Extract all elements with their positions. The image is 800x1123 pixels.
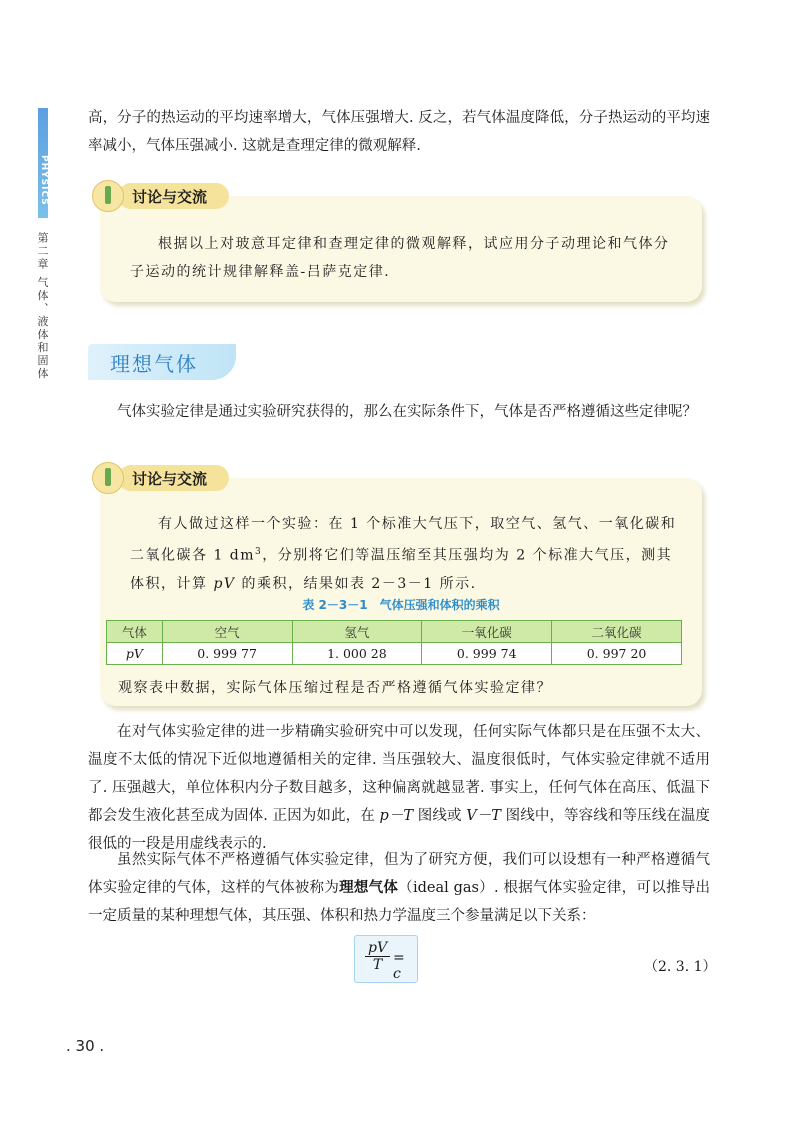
discussion-1-text: 根据以上对玻意耳定律和查理定律的微观解释，试应用分子动理论和气体分子运动的统计规律解释盖-吕萨克定律. — [130, 236, 670, 280]
section-heading: 理想气体 — [88, 344, 236, 380]
table-cell: 0. 999 77 — [162, 643, 292, 665]
table-cell: 0. 999 74 — [422, 643, 552, 665]
lightbulb-icon — [92, 462, 124, 494]
lightbulb-icon — [92, 180, 124, 212]
table-row-label: pV — [107, 643, 163, 665]
data-table — [106, 620, 682, 665]
sidebar-subject: PHYSICS — [39, 154, 49, 206]
discussion-1-header — [92, 180, 229, 212]
page-number: . 30 . — [66, 1037, 105, 1055]
table-caption: 表 2－3－1 气体压强和体积的乘积 — [302, 598, 500, 612]
equation-numerator: pV — [365, 940, 390, 957]
table-header-cell: 二氧化碳 — [552, 621, 682, 643]
paragraph-1: 气体实验定律是通过实验研究获得的，那么在实际条件下，气体是否严格遵循这些定律呢？ — [117, 404, 697, 420]
discussion-2-title: 讨论与交流 — [118, 465, 229, 491]
table-header-cell: 空气 — [162, 621, 292, 643]
key-term: 理想气体 — [339, 880, 399, 896]
equation-number: （2. 3. 1） — [644, 959, 717, 975]
table-cell: 1. 000 28 — [292, 643, 422, 665]
table-header-row — [107, 621, 682, 643]
paragraph-3: 虽然实际气体不严格遵循气体实验定律，但为了研究方便，我们可以设想有一种严格遵循气体实验定律的气体，这样的气体被称为理想气体（ideal gas）. 根据气体实验定律，可以推导出一定质量的某种理想气体，其压强、体积和热力学温度三个参量满足以下关系： — [88, 852, 711, 924]
table-header-cell: 氢气 — [292, 621, 422, 643]
table-header-cell: 一氧化碳 — [422, 621, 552, 643]
paragraph-2: 在对气体实验定律的进一步精确实验研究中可以发现，任何实际气体都只是在压强不太大、温度不太低的情况下近似地遵循相关的定律. 当压强较大、温度很低时，气体实验定律就不适用了. 压强越大，单位体积内分子数目越多，这种偏离就越显著. 事实上，任何气体在高压、低温下都会发生液化甚至成为固体. 正因为如此，在 p－T 图线或 V－T 图线中，等容线和等压线在温度很低的一段是用虚线表示的. — [88, 724, 711, 852]
sidebar-chapter-number: 第二章 — [36, 232, 49, 271]
discussion-1-title: 讨论与交流 — [118, 183, 229, 209]
discussion-2-question: 观察表中数据，实际气体压缩过程是否严格遵循气体实验定律？ — [118, 680, 552, 696]
table-cell: 0. 997 20 — [552, 643, 682, 665]
equation-denominator: T — [372, 957, 383, 973]
table-row — [107, 643, 682, 665]
sidebar-chapter — [34, 232, 50, 381]
discussion-2-text: 有人做过这样一个实验：在 1 个标准大气压下，取空气、氢气、一氧化碳和二氧化碳各 1 $dm^3$，分别将它们等温压缩至其压强均为 2 个标准大气压，测其体积，计算 pV 的乘积，结果如表 2－3－1 所示. — [130, 516, 677, 592]
discussion-2-header — [92, 462, 229, 494]
equation-rhs: = c — [393, 950, 405, 982]
intro-paragraph: 高，分子的热运动的平均速率增大，气体压强增大. 反之，若气体温度降低，分子热运动的平均速率减小，气体压强减小. 这就是查理定律的微观解释. — [88, 110, 710, 154]
discussion-box-2 — [100, 478, 702, 706]
equation-fraction — [365, 940, 390, 973]
table-header-cell: 气体 — [107, 621, 163, 643]
sidebar-chapter-title: 气体、液体和固体 — [36, 276, 49, 381]
equation-box — [354, 935, 418, 983]
